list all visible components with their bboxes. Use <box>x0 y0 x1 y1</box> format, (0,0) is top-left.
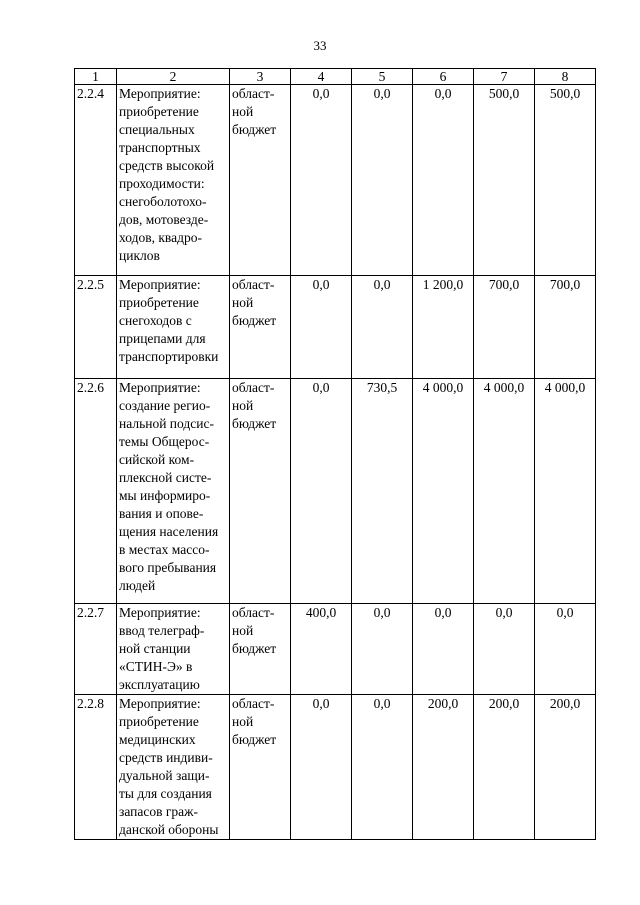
header-cell: 3 <box>230 69 291 85</box>
row-source <box>230 379 291 604</box>
row-value-4: 400,0 <box>291 604 352 695</box>
row-value-6: 4 000,0 <box>413 379 474 604</box>
row-name-text: Мероприятие: приобретение специальных транспортных средств высокой проходимости: снегоболотохо- дов, мотовезде- ходов, квадро- циклов <box>119 86 215 263</box>
row-value-7: 500,0 <box>474 85 535 276</box>
row-name-text: Мероприятие: приобретение снегоходов с прицепами для транспортировки <box>119 277 219 364</box>
row-value-6: 0,0 <box>413 604 474 695</box>
row-value-7: 0,0 <box>474 604 535 695</box>
table-row <box>75 695 596 840</box>
row-name-text: Мероприятие: создание регио- нальной подсис- темы Общерос- сийской ком- плексной систе- мы информиро- вания и опове- щения населения в местах массо- вого пребывания людей <box>119 380 219 593</box>
row-source-text: област- ной бюджет <box>232 696 277 747</box>
row-value-6: 200,0 <box>413 695 474 840</box>
budget-table <box>74 68 596 840</box>
row-code: 2.2.6 <box>75 379 117 604</box>
page-number: 33 <box>313 38 327 53</box>
row-value-5: 0,0 <box>352 276 413 379</box>
row-source-text: област- ной бюджет <box>232 86 277 137</box>
row-value-8: 0,0 <box>535 604 596 695</box>
header-cell: 2 <box>117 69 230 85</box>
header-cell: 5 <box>352 69 413 85</box>
row-source <box>230 276 291 379</box>
row-value-8: 700,0 <box>535 276 596 379</box>
row-name <box>117 695 230 840</box>
row-name <box>117 276 230 379</box>
header-cell: 1 <box>75 69 117 85</box>
row-value-6: 0,0 <box>413 85 474 276</box>
table-row <box>75 276 596 379</box>
row-code: 2.2.5 <box>75 276 117 379</box>
header-cell: 4 <box>291 69 352 85</box>
row-value-8: 500,0 <box>535 85 596 276</box>
row-code: 2.2.7 <box>75 604 117 695</box>
table-row <box>75 379 596 604</box>
header-row <box>75 69 596 85</box>
row-code: 2.2.8 <box>75 695 117 840</box>
row-name <box>117 379 230 604</box>
row-name-text: Мероприятие: приобретение медицинских средств индиви- дуальной защи- ты для создания запасов граж- данской обороны <box>119 696 219 837</box>
row-value-4: 0,0 <box>291 276 352 379</box>
row-source <box>230 604 291 695</box>
row-code: 2.2.4 <box>75 85 117 276</box>
header-cell: 6 <box>413 69 474 85</box>
row-value-7: 4 000,0 <box>474 379 535 604</box>
row-name <box>117 85 230 276</box>
row-value-5: 0,0 <box>352 85 413 276</box>
table-row <box>75 85 596 276</box>
row-value-7: 200,0 <box>474 695 535 840</box>
row-value-4: 0,0 <box>291 85 352 276</box>
row-source-text: област- ной бюджет <box>232 605 277 656</box>
row-name-text: Мероприятие: ввод телеграф- ной станции «СТИН-Э» в эксплуатацию <box>119 605 205 692</box>
header-cell: 7 <box>474 69 535 85</box>
row-source <box>230 85 291 276</box>
header-cell: 8 <box>535 69 596 85</box>
table-row <box>75 604 596 695</box>
row-value-7: 700,0 <box>474 276 535 379</box>
row-name <box>117 604 230 695</box>
row-source <box>230 695 291 840</box>
row-value-8: 200,0 <box>535 695 596 840</box>
row-source-text: област- ной бюджет <box>232 380 277 431</box>
row-value-6: 1 200,0 <box>413 276 474 379</box>
row-value-5: 0,0 <box>352 604 413 695</box>
row-value-5: 730,5 <box>352 379 413 604</box>
row-value-4: 0,0 <box>291 379 352 604</box>
row-value-4: 0,0 <box>291 695 352 840</box>
row-value-8: 4 000,0 <box>535 379 596 604</box>
row-source-text: област- ной бюджет <box>232 277 277 328</box>
row-value-5: 0,0 <box>352 695 413 840</box>
